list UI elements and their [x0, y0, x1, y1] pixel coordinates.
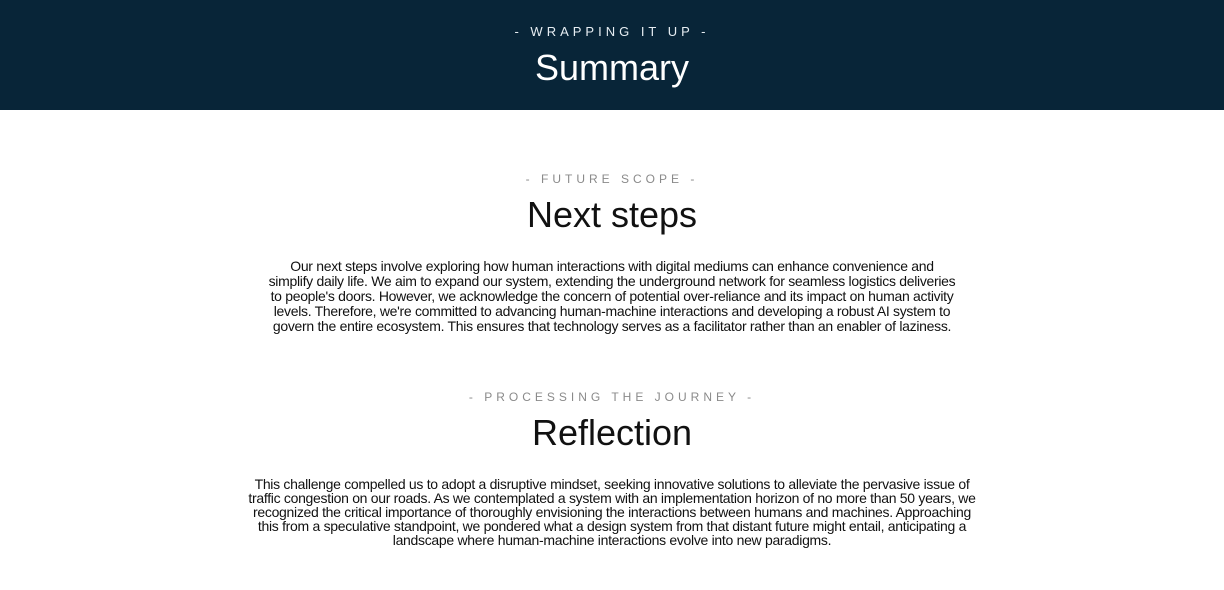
next-steps-section [0, 110, 1224, 334]
reflection-eyebrow: - PROCESSING THE JOURNEY - [468, 390, 756, 404]
next-steps-heading: Next steps [526, 194, 698, 235]
reflection-heading: Reflection [531, 412, 693, 453]
reflection-body: This challenge compelled us to adopt a disruptive mindset, seeking innovative solutions to alleviate the pervasive issue of traffic congestion on our roads. As we contemplated a system with an implementation horizon of no more than 50 years, we recognized the critical importance of thoroughly envisioning the interactions between humans and machines. Approaching this from a speculative standpoint, we pondered what a design system from that distant future might entail, anticipating a landscape where human-machine interactions evolve into new paradigms. [248, 476, 976, 548]
page-title: Summary [534, 47, 690, 88]
hero-eyebrow: - WRAPPING IT UP - [514, 24, 710, 39]
summary-hero [0, 0, 1224, 110]
next-steps-body: Our next steps involve exploring how human interactions with digital mediums can enhance convenience and simplify daily life. We aim to expand our system, extending the underground network for seamless logistics deliveries to people's doors. However, we acknowledge the concern of potential over-reliance and its impact on human activity levels. Therefore, we're committed to advancing human-machine interactions and developing a robust AI system to govern the entire ecosystem. This ensures that technology serves as a facilitator rather than an enabler of laziness. [268, 258, 956, 334]
next-steps-eyebrow: - FUTURE SCOPE - [525, 172, 699, 186]
reflection-section [0, 334, 1224, 547]
